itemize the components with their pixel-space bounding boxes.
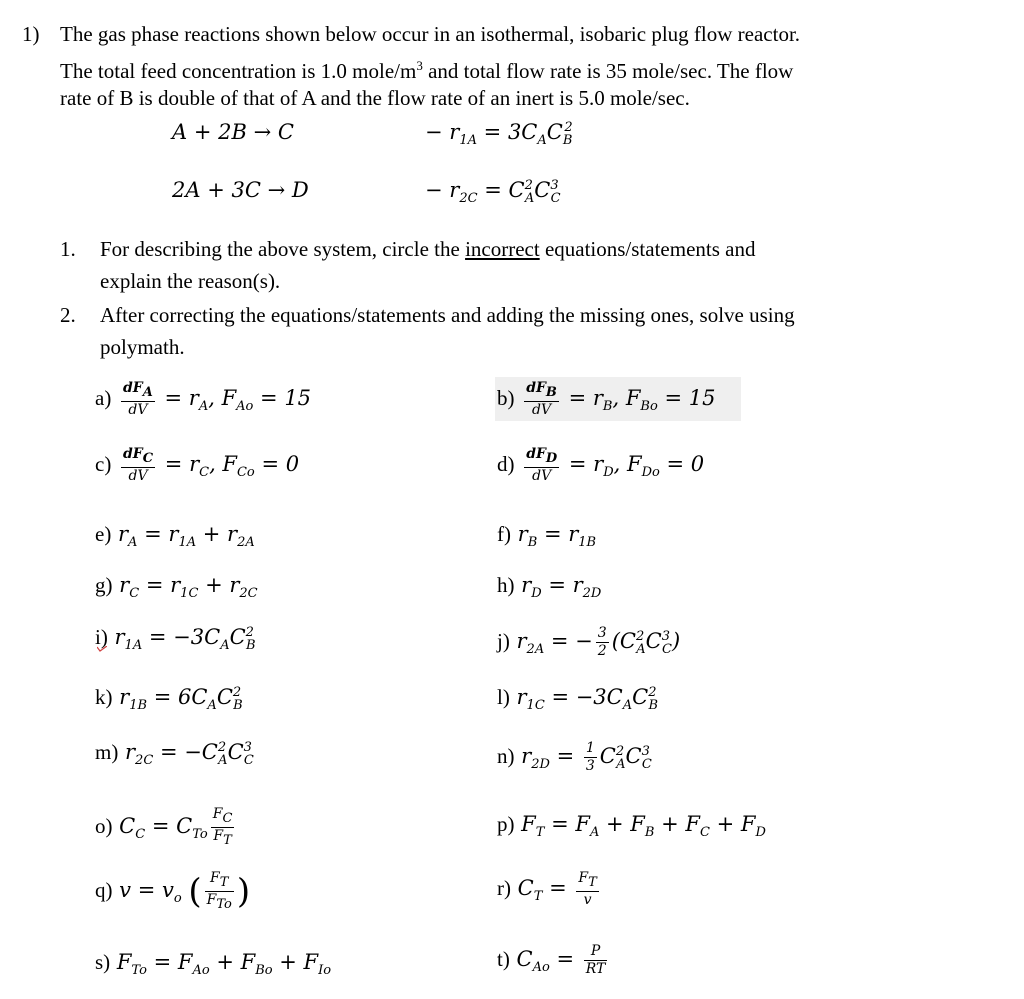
- rate-law-1-rhs: = 3C: [483, 120, 538, 144]
- equation-d-value: = 0: [659, 451, 705, 476]
- equation-h-label: h): [497, 573, 515, 597]
- rate-law-2: − $r_{2C} = C^2_AC^3_C$: [425, 178, 561, 207]
- equation-f-label: f): [497, 522, 511, 546]
- equation-c-f: , F: [209, 451, 237, 476]
- equation-c-value: = 0: [254, 451, 300, 476]
- problem-line-3: rate of B is double of that of A and the flow rate of an inert is 5.0 mole/sec.: [60, 86, 690, 110]
- equation-s: s) $F_{To} = F_{Ao} + F_{Bo} + F_{Io}$: [95, 950, 332, 979]
- question-1-pre: For describing the above system, circle the: [100, 237, 466, 261]
- equation-a-rhs: = r: [164, 385, 199, 410]
- equation-b-f: , F: [612, 385, 641, 410]
- problem-line-2b: and total flow rate is 35 mole/sec. The flow: [428, 59, 794, 83]
- problem-line-1: The gas phase reactions shown below occur in an isothermal, isobaric plug flow reactor.: [60, 22, 801, 46]
- equation-e: e) $r_A = r_{1A} + r_{2A}$: [95, 522, 255, 551]
- problem-line-2: [60, 53, 793, 84]
- equation-g-label: g): [95, 573, 113, 597]
- equation-d-label: d): [497, 451, 515, 476]
- rate-law-1-lhs: − r: [425, 120, 460, 144]
- equation-h: h) $r_D = r_{2D}$: [497, 573, 602, 602]
- equation-c: c) $\frac{dF_C}{dV}$ = $r_C$, $F_{Co} = 0$: [95, 446, 300, 484]
- equation-n-label: n): [497, 744, 515, 768]
- equation-o: o) $C_C = C_{To}$ $\frac{F_C}{F_T}$: [95, 806, 233, 848]
- equation-r: r) $C_T$ = $\frac{F_T}{v}$: [497, 870, 597, 908]
- reaction-2: 2A + 3C → D: [172, 178, 309, 202]
- equation-c-rhs: = r: [164, 451, 200, 476]
- equation-p-label: p): [497, 812, 515, 836]
- question-1-post: equations/statements and: [539, 237, 756, 261]
- equation-j: j) $r_{2A}$ = − $\frac{3}{2}$ $(C^2_AC^3_C)$: [497, 625, 681, 659]
- equation-q-label: q): [95, 877, 113, 902]
- equation-l: l) $r_{1C} = -3C_AC^2_B$: [497, 685, 659, 714]
- equation-o-label: o): [95, 813, 113, 838]
- equation-b-rhs: = r: [568, 385, 603, 410]
- equation-f: f) $r_B = r_{1B}$: [497, 522, 597, 551]
- equation-i: i) $r_{1A} = -3C_AC^2_B$: [95, 625, 256, 654]
- rate-law-2-sub: 2C: [459, 191, 478, 207]
- equation-b: b) $\frac{dF_B}{dV}$ = $r_B$, $F_{Bo} = 15$: [497, 380, 716, 418]
- equation-b-label: b): [497, 385, 515, 410]
- reaction-1: A + 2B → C: [172, 120, 294, 144]
- question-2-line-2: polymath.: [100, 335, 185, 359]
- rate-law-2-rhs: = C: [484, 178, 525, 202]
- equation-g: g) $r_C = r_{1C} + r_{2C}$: [95, 573, 258, 602]
- equation-t: t) $C_{Ao}$ = $\frac{P}{RT}$: [497, 943, 606, 977]
- equation-t-label: t): [497, 947, 510, 971]
- check-mark-icon: [97, 646, 107, 652]
- question-1-underlined: incorrect: [465, 237, 540, 261]
- question-2-number: 2.: [60, 303, 76, 327]
- question-2-line-1: After correcting the equations/statements and adding the missing ones, solve using: [100, 303, 795, 327]
- equation-d: d) $\frac{dF_D}{dV}$ = $r_D$, $F_{Do} = 0$: [497, 446, 705, 484]
- equation-k-label: k): [95, 685, 113, 709]
- equation-a-value: = 15: [253, 385, 312, 410]
- question-1-line-2: explain the reason(s).: [100, 269, 281, 293]
- equation-p: p) $F_T = F_A + F_B + F_C + F_D$: [497, 812, 766, 841]
- equation-n: n) $r_{2D}$ = $\frac{1}{3}$ $C^2_AC^3_C$: [497, 740, 652, 774]
- equation-a-f: , F: [208, 385, 237, 410]
- equation-e-label: e): [95, 522, 112, 546]
- equation-m-label: m): [95, 740, 119, 764]
- equation-q: q) $v = v_o$ ( $\frac{F_T}{F_{To}}$ ): [95, 870, 251, 912]
- equation-k: k) $r_{1B} = 6C_AC^2_B$: [95, 685, 243, 714]
- equation-a: a) $\frac{dF_A}{dV}$ = $r_A$, $F_{Ao} = 15$: [95, 380, 312, 418]
- equation-s-label: s): [95, 950, 111, 974]
- equation-j-label: j): [497, 629, 510, 653]
- problem-number: 1): [22, 22, 40, 46]
- rate-law-1: − $r_{1A} = 3C_AC_B^2$: [425, 120, 573, 149]
- equation-c-label: c): [95, 451, 112, 476]
- equation-l-label: l): [497, 685, 510, 709]
- rate-law-1-sub: 1A: [459, 133, 477, 149]
- rate-law-2-lhs: − r: [425, 178, 460, 202]
- question-1-number: 1.: [60, 237, 76, 261]
- equation-b-value: = 15: [657, 385, 716, 410]
- equation-r-label: r): [497, 875, 511, 900]
- question-1-text: [100, 236, 755, 262]
- equation-d-rhs: = r: [568, 451, 604, 476]
- cubed-superscript: 3: [416, 58, 423, 73]
- equation-i-label: i): [95, 625, 108, 649]
- problem-line-2a: The total feed concentration is 1.0 mole/m: [60, 59, 417, 83]
- equation-a-label: a): [95, 385, 112, 410]
- equation-d-f: , F: [613, 451, 642, 476]
- equation-m: m) $r_{2C} = -C^2_AC^3_C$: [95, 740, 254, 769]
